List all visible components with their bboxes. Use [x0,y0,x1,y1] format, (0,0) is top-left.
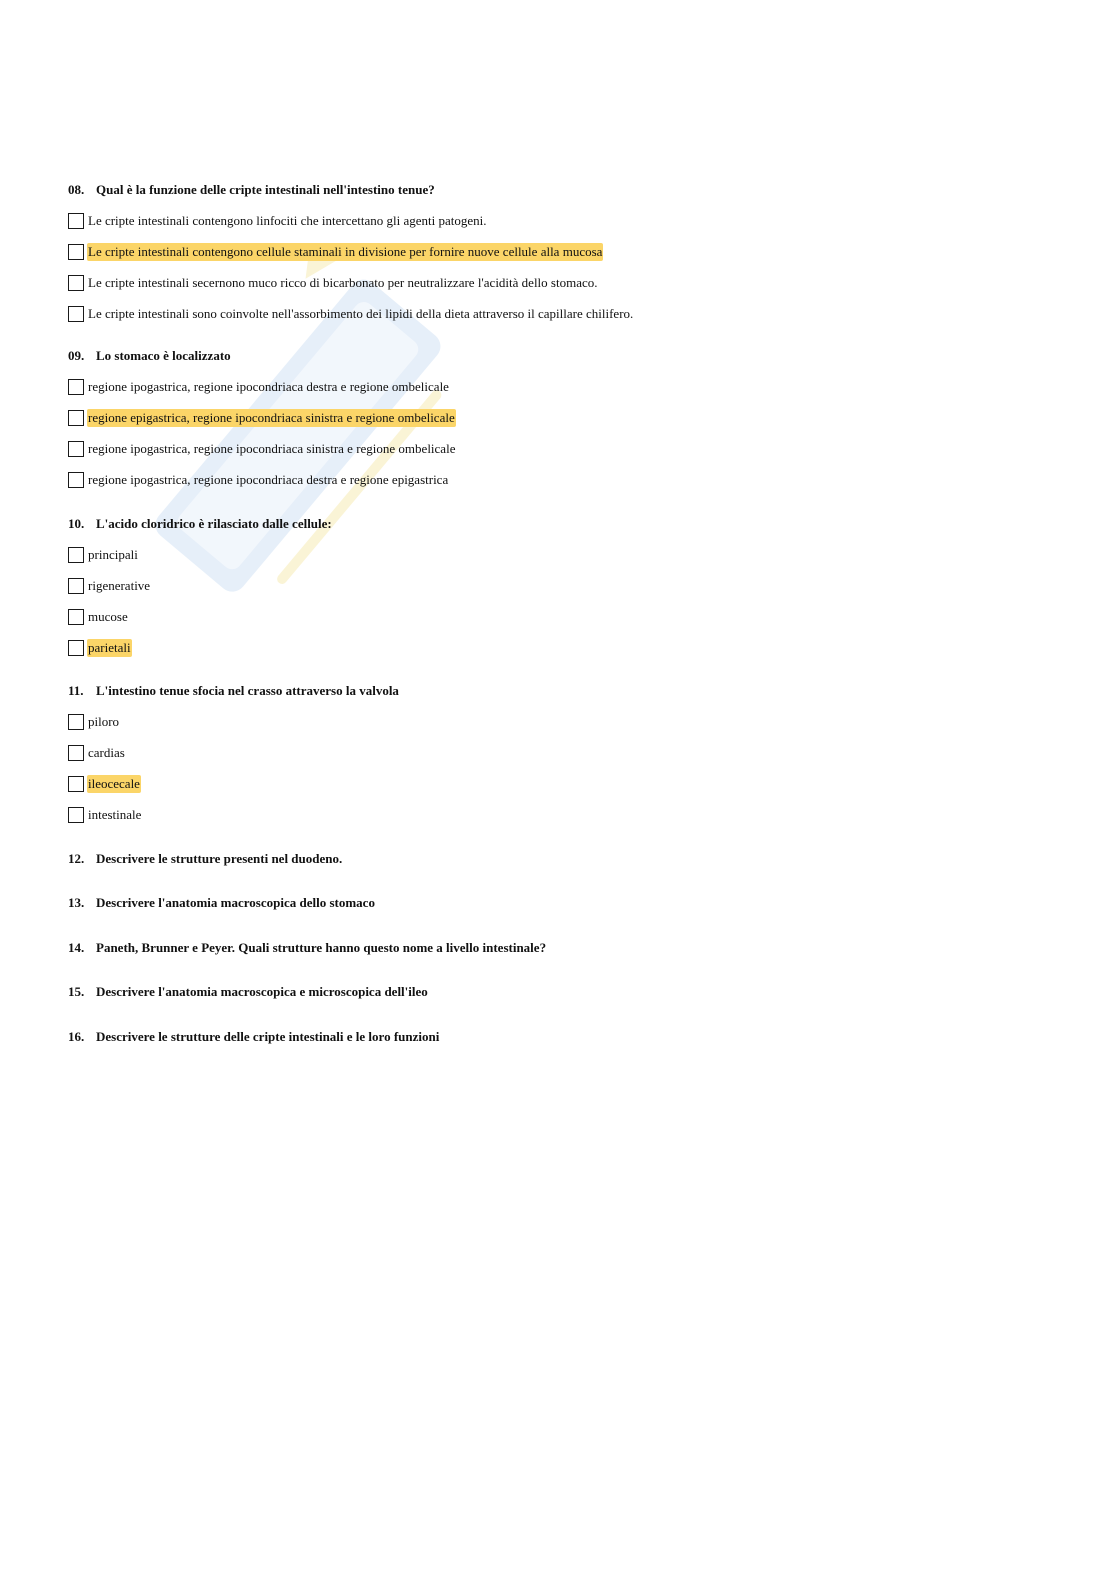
checkbox[interactable] [68,807,84,823]
checkbox[interactable] [68,379,84,395]
checkbox[interactable] [68,714,84,730]
question-title [68,346,456,366]
answer-text: regione ipogastrica, regione ipocondriaca destra e regione ombelicale [88,379,449,394]
answer-text: regione ipogastrica, regione ipocondriaca destra e regione epigastrica [88,472,449,487]
answer-option[interactable] [68,470,456,490]
question-title [68,514,332,534]
open-question-13 [68,893,375,913]
answer-option[interactable] [68,576,332,596]
open-question-15 [68,982,428,1002]
open-question-16 [68,1027,439,1047]
checkbox[interactable] [68,275,84,291]
question-11 [68,681,399,825]
checkbox[interactable] [68,578,84,594]
answer-option-correct[interactable] [68,774,399,794]
answer-option[interactable] [68,304,634,324]
answer-text-highlighted: Le cripte intestinali contengono cellule staminali in divisione per fornire nuove cellule alla mucosa [88,244,603,259]
answer-option-correct[interactable] [68,638,332,658]
question-09 [68,346,456,490]
question-number: 10. [68,516,85,531]
answer-text: principali [88,547,138,562]
question-10 [68,514,332,658]
checkbox[interactable] [68,213,84,229]
question-text: Descrivere le strutture presenti nel duodeno. [96,851,343,866]
answer-text-highlighted: ileocecale [88,776,140,791]
question-number: 12. [68,851,85,866]
question-text: Descrivere l'anatomia macroscopica dello stomaco [96,895,375,910]
answer-text: Le cripte intestinali contengono linfociti che intercettano gli agenti patogeni. [88,213,487,228]
question-number: 09. [68,348,85,363]
answer-text: regione ipogastrica, regione ipocondriaca sinistra e regione ombelicale [88,441,456,456]
answer-text-highlighted: regione epigastrica, regione ipocondriaca sinistra e regione ombelicale [88,410,455,425]
checkbox[interactable] [68,244,84,260]
checkbox[interactable] [68,745,84,761]
question-number: 11. [68,683,84,698]
question-number: 13. [68,895,85,910]
checkbox[interactable] [68,441,84,457]
answer-text: piloro [88,714,120,729]
answer-text: rigenerative [88,578,151,593]
answer-option[interactable] [68,743,399,763]
question-text: L'intestino tenue sfocia nel crasso attraverso la valvola [96,683,399,698]
question-title [68,180,634,200]
answer-text: Le cripte intestinali sono coinvolte nell'assorbimento dei lipidi della dieta attraverso il capillare chilifero. [88,306,634,321]
answer-text: Le cripte intestinali secernono muco ricco di bicarbonato per neutralizzare l'acidità dello stomaco. [88,275,598,290]
question-text: Lo stomaco è localizzato [96,348,231,363]
answer-option[interactable] [68,712,399,732]
checkbox[interactable] [68,306,84,322]
question-text: Descrivere l'anatomia macroscopica e microscopica dell'ileo [96,984,428,999]
open-question-14 [68,938,546,958]
open-question-12 [68,849,342,869]
question-text: Descrivere le strutture delle cripte intestinali e le loro funzioni [96,1029,440,1044]
answer-text: intestinale [88,807,142,822]
answer-option[interactable] [68,377,456,397]
answer-option[interactable] [68,805,399,825]
answer-option[interactable] [68,439,456,459]
answer-option[interactable] [68,211,634,231]
question-text: L'acido cloridrico è rilasciato dalle cellule: [96,516,332,531]
checkbox[interactable] [68,609,84,625]
answer-text: mucose [88,609,128,624]
question-08 [68,180,634,324]
question-text: Qual è la funzione delle cripte intestinali nell'intestino tenue? [96,182,435,197]
question-number: 16. [68,1029,85,1044]
question-title [68,681,399,701]
checkbox[interactable] [68,410,84,426]
answer-option-correct[interactable] [68,408,456,428]
question-number: 15. [68,984,85,999]
checkbox[interactable] [68,547,84,563]
answer-option[interactable] [68,273,634,293]
answer-option[interactable] [68,545,332,565]
question-text: Paneth, Brunner e Peyer. Quali strutture hanno questo nome a livello intestinale? [96,940,547,955]
answer-text: cardias [88,745,125,760]
answer-option-correct[interactable] [68,242,634,262]
question-number: 14. [68,940,85,955]
question-number: 08. [68,182,85,197]
answer-text-highlighted: parietali [88,640,131,655]
checkbox[interactable] [68,640,84,656]
answer-option[interactable] [68,607,332,627]
checkbox[interactable] [68,776,84,792]
checkbox[interactable] [68,472,84,488]
